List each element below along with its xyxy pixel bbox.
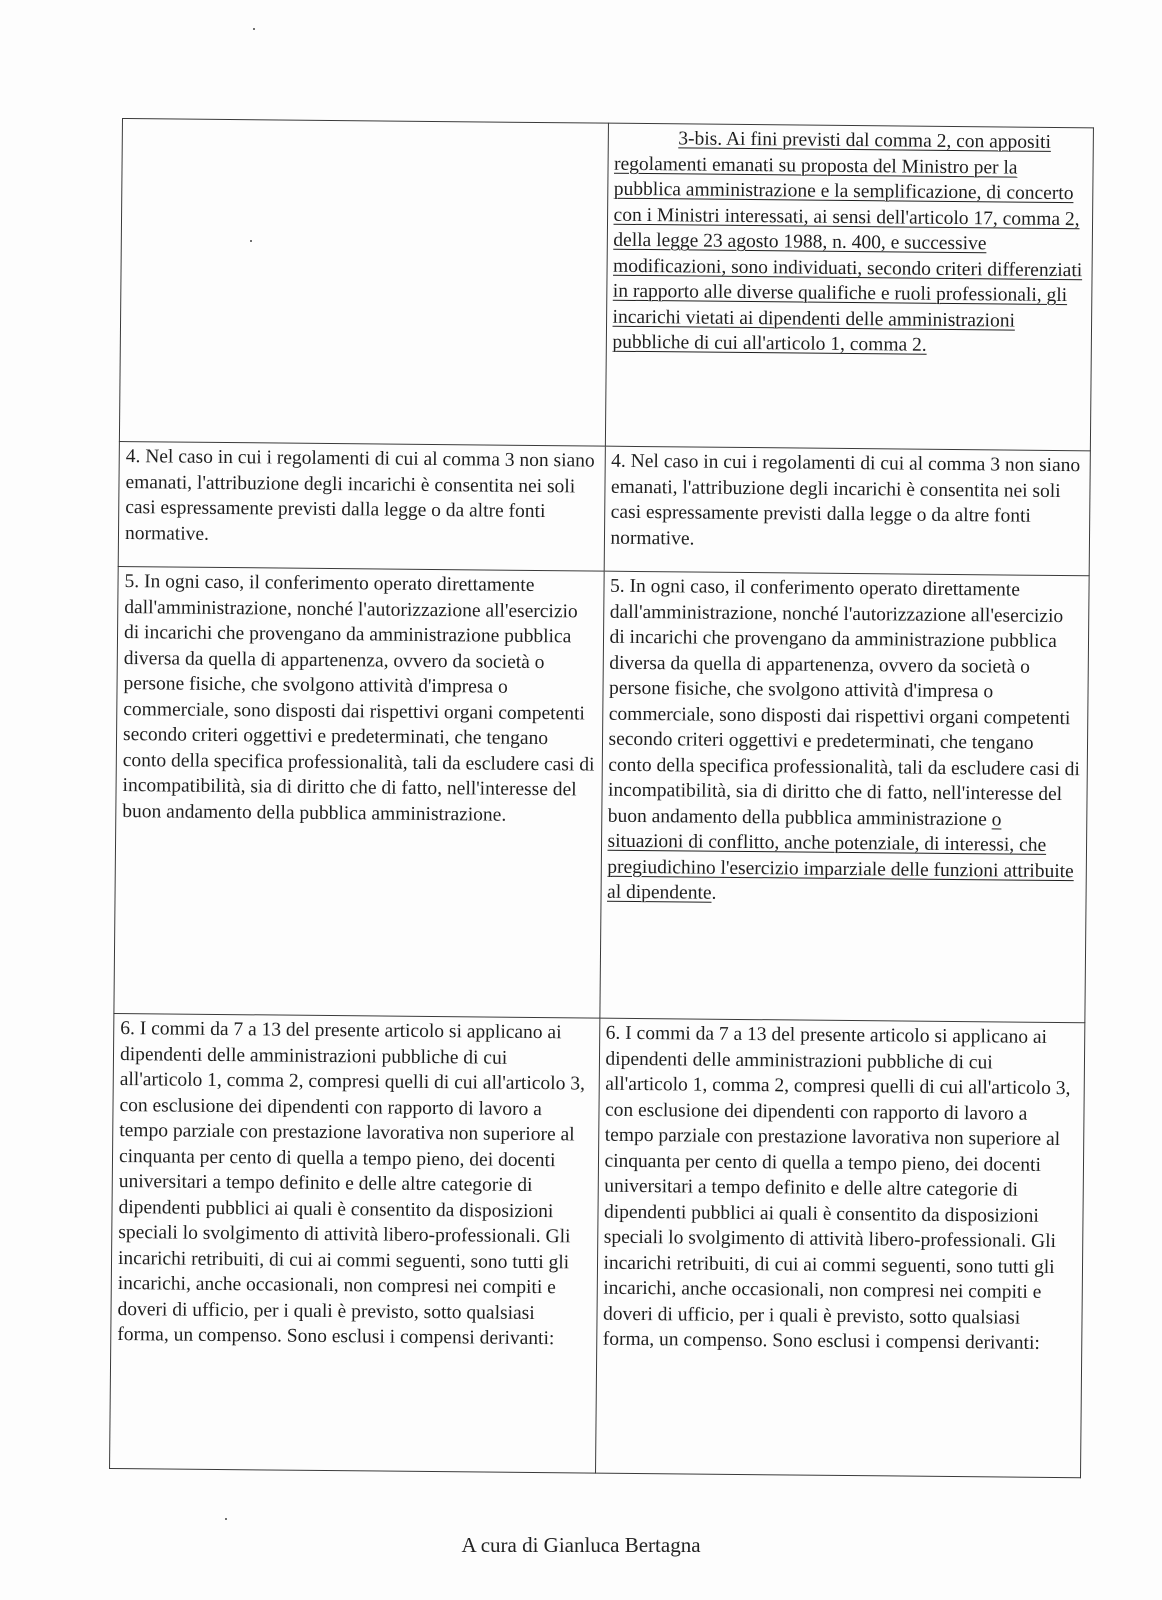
scan-speck [253,28,255,30]
paragraph-3bis [612,126,1087,360]
sentence-end: . [711,882,717,904]
right-cell: 6. I commi da 7 a 13 del presente articolo si applicano ai dipendenti delle amministrazioni pubbliche di cui all'articolo 1, comma 2, compresi quelli di cui all'articolo 3, con esclusione dei dipendenti con rapporto di lavoro a tempo parziale con prestazione lavorativa non superiore al cinquanta per cento di quella a tempo pieno, dei docenti universitari a tempo definito e delle altre categorie di dipendenti pubblici ai quali è consentito da disposizioni speciali lo svolgimento di attività libero-professionali. Gli incarichi retribuiti, di cui ai commi seguenti, sono tutti gli incarichi, anche occasionali, non compresi nei compiti e doveri di ufficio, per i quali è previsto, sotto qualsiasi forma, un compenso. Sono esclusi i compensi derivanti: [595,1018,1085,1478]
left-cell: 4. Nel caso in cui i regolamenti di cui al comma 3 non siano emanati, l'attribuzione degli incarichi è consentita nei soli casi espressamente previsti dalla legge o da altre fonti normative. [118,441,605,571]
right-cell: 4. Nel caso in cui i regolamenti di cui al comma 3 non siano emanati, l'attribuzione degli incarichi è consentita nei soli casi espressamente previsti dalla legge o da altre fonti normative. [604,446,1091,576]
left-cell: 5. In ogni caso, il conferimento operato direttamente dall'amministrazione, nonché l'autorizzazione all'esercizio di incarichi che provengano da amministrazione pubblica diversa da quella di appartenenza, ovvero da società o persone fisiche, che svolgono attività d'impresa o commerciale, sono disposti dai rispettivi organi competenti secondo criteri oggettivi e predeterminati, che tengano conto della specifica professionalità, tali da escludere casi di incompatibilità, sia di diritto che di fatto, nell'interesse del buon andamento della pubblica amministrazione. [114,566,604,1018]
comparison-table [109,118,1094,1478]
table-row [119,119,1093,451]
right-cell [599,571,1089,1023]
table-row [118,441,1090,575]
table-row [110,1013,1085,1477]
amended-text: o situazioni di conflitto, anche potenziale, di interessi, che pregiudichino l'esercizio imparziale delle funzioni attribuite al dipendente [606,808,1074,904]
scan-speck [225,1518,227,1520]
footer-credit: A cura di Gianluca Bertagna [461,1533,701,1557]
original-text: 5. In ogni caso, il conferimento operato direttamente dall'amministrazione, nonché l'autorizzazione all'esercizio di incarichi che provengano da amministrazione pubblica diversa da quella di appartenenza, ovvero da società o persone fisiche, che svolgono attività d'impresa o commerciale, sono disposti dai rispettivi organi competenti secondo criteri oggettivi e predeterminati, che tengano conto della specifica professionalità, tali da escludere casi di incompatibilità, sia di diritto che di fatto, nell'interesse del buon andamento della pubblica amministrazione [607,575,1081,830]
right-cell [605,123,1094,451]
amended-text: 3-bis. Ai fini previsti dal comma 2, con appositi regolamenti emanati su proposta del Ministro per la pubblica amministrazione e la semplificazione, di concerto con i Ministri interessati, ai sensi dell'articolo 17, comma 2, della legge 23 agosto 1988, n. 400, e successive modificazioni, sono individuati, secondo criteri differenziati in rapporto alle diverse qualifiche e ruoli professionali, gli incarichi vietati ai dipendenti delle amministrazioni pubbliche di cui all'articolo 1, comma 2. [612,128,1083,356]
left-cell: 6. I commi da 7 a 13 del presente articolo si applicano ai dipendenti delle amministrazioni pubbliche di cui all'articolo 1, comma 2, compresi quelli di cui all'articolo 3, con esclusione dei dipendenti con rapporto di lavoro a tempo parziale con prestazione lavorativa non superiore al cinquanta per cento di quella a tempo pieno, dei docenti universitari a tempo definito e delle altre categorie di dipendenti pubblici ai quali è consentito da disposizioni speciali lo svolgimento di attività libero-professionali. Gli incarichi retribuiti, di cui ai commi seguenti, sono tutti gli incarichi, anche occasionali, non compresi nei compiti e doveri di ufficio, per i quali è previsto, sotto qualsiasi forma, un compenso. Sono esclusi i compensi derivanti: [110,1013,600,1473]
table-row [114,566,1089,1022]
left-cell [119,119,608,447]
